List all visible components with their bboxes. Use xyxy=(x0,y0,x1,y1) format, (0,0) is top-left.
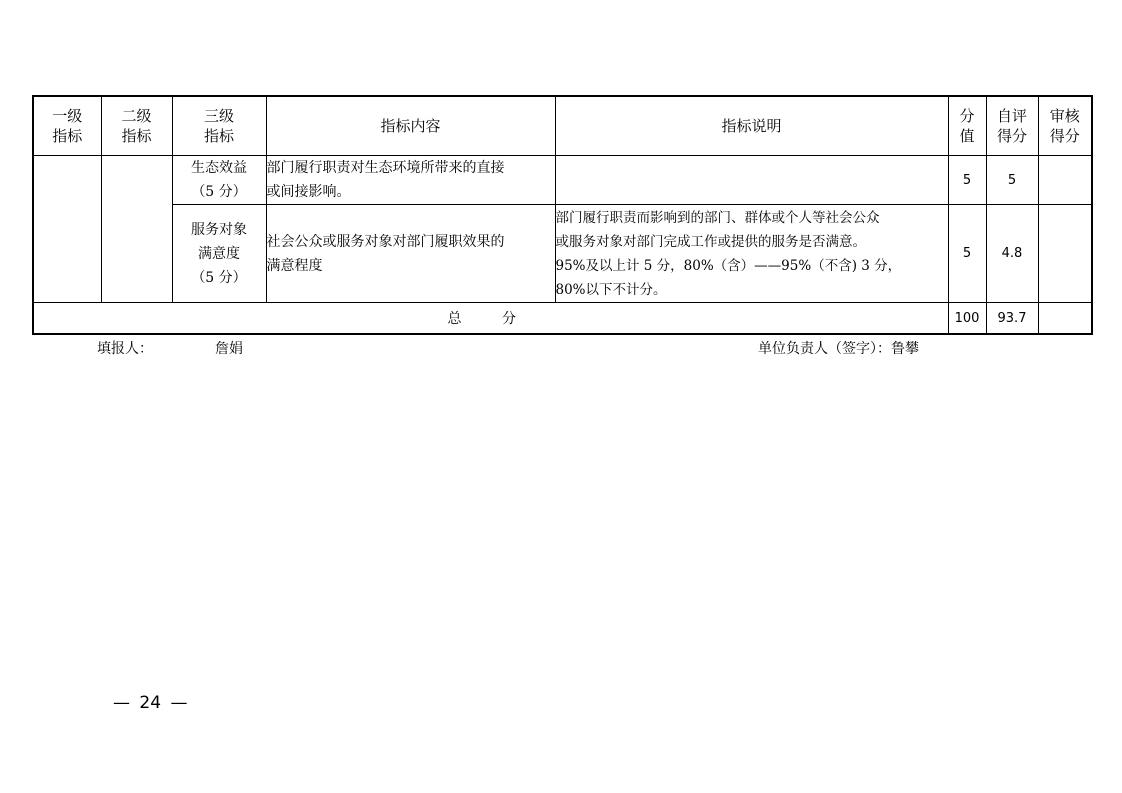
filler-name: 詹娟 xyxy=(215,341,243,357)
leader-signature: 单位负责人（签字）：鲁攀 xyxy=(758,341,919,357)
level1-cell xyxy=(33,156,101,303)
level2-cell xyxy=(101,156,172,303)
page-number: — 24 — xyxy=(113,693,188,713)
evaluation-table xyxy=(32,95,1093,335)
total-row xyxy=(33,303,1092,335)
header-description: 指标说明 xyxy=(555,96,948,156)
table-header-row xyxy=(33,96,1092,156)
audit-score-cell xyxy=(1038,156,1092,205)
total-self-score: 93.7 xyxy=(986,303,1038,335)
description-cell: 部门履行职责而影响到的部门、群体或个人等社会公众 或服务对象对部门完成工作或提供的服务是否满意。 95%及以上计 5 分，80%（含）——95%（不含) 3 分， 80%以下不计分。 xyxy=(555,205,948,303)
header-level3: 三级 指标 xyxy=(172,96,266,156)
self-score-cell: 4.8 xyxy=(986,205,1038,303)
total-audit-score xyxy=(1038,303,1092,335)
score-cell: 5 xyxy=(948,156,986,205)
header-audit-score: 审核 得分 xyxy=(1038,96,1092,156)
header-score: 分 值 xyxy=(948,96,986,156)
header-self-score: 自评 得分 xyxy=(986,96,1038,156)
header-level2: 二级 指标 xyxy=(101,96,172,156)
score-cell: 5 xyxy=(948,205,986,303)
total-label: 总 分 xyxy=(33,303,948,335)
self-score-cell: 5 xyxy=(986,156,1038,205)
filler-label: 填报人： xyxy=(97,341,153,357)
level3-cell: 生态效益 （5 分） xyxy=(172,156,266,205)
total-score: 100 xyxy=(948,303,986,335)
content-cell: 社会公众或服务对象对部门履职效果的 满意程度 xyxy=(266,205,555,303)
audit-score-cell xyxy=(1038,205,1092,303)
level3-cell: 服务对象 满意度 （5 分） xyxy=(172,205,266,303)
table-row xyxy=(33,156,1092,205)
description-cell xyxy=(555,156,948,205)
header-content: 指标内容 xyxy=(266,96,555,156)
table-row xyxy=(33,205,1092,303)
header-level1: 一级 指标 xyxy=(33,96,101,156)
content-cell: 部门履行职责对生态环境所带来的直接 或间接影响。 xyxy=(266,156,555,205)
